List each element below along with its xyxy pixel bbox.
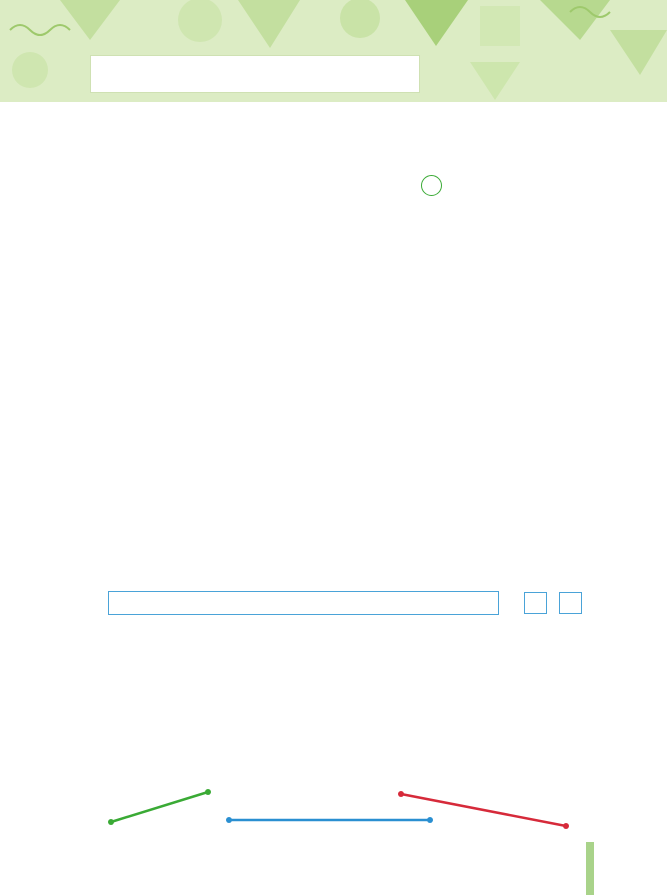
page-tab (586, 842, 594, 895)
red-segment-start (398, 791, 404, 797)
green-segment (111, 792, 208, 822)
blue-segment-end (427, 817, 433, 823)
red-segment-end (563, 823, 569, 829)
green-segment-start (205, 789, 211, 795)
green-segment-end (108, 819, 114, 825)
blue-segment-start (226, 817, 232, 823)
